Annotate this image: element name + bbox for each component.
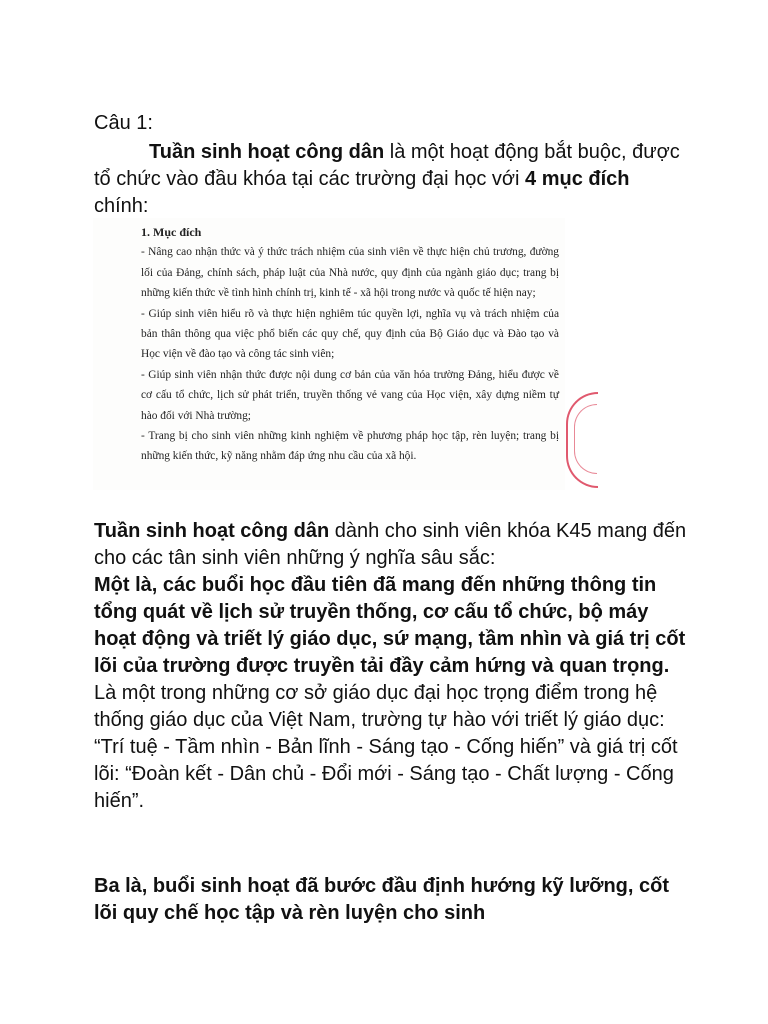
red-seal-stamp-inner (574, 404, 597, 474)
point-three-section (94, 873, 694, 927)
point-three-text: Ba là, buổi sinh hoạt đã bước đầu định hướng kỹ lưỡng, cốt lõi quy chế học tập và rèn luyện cho sinh (94, 875, 670, 924)
meaning-section (94, 518, 694, 815)
point-one (94, 572, 694, 680)
intro-text-1: là một hoạt động bắt buộc, được tổ chức vào đầu khóa tại các trường đại học với (94, 141, 680, 190)
scan-item-2: - Giúp sinh viên hiểu rõ và thực hiện nghiêm túc quyền lợi, nghĩa vụ và trách nhiệm của bản thân thông qua việc phổ biến các quy chế, quy định của Bộ Giáo dục và Đào tạo và Học viện về đào tạo và công tác sinh viên; (141, 307, 559, 361)
question-label: Câu 1: (94, 112, 153, 134)
intro-count: 4 mục đích (525, 168, 630, 190)
meaning-text: dành cho sinh viên khóa K45 mang đến cho các tân sinh viên những ý nghĩa sâu sắc: (94, 520, 687, 569)
scan-title: 1. Mục đích (141, 225, 202, 239)
scanned-excerpt (93, 218, 565, 490)
point-one-text: Một là, các buổi học đầu tiên đã mang đến những thông tin tổng quát về lịch sử truyền thống, cơ cấu tổ chức, bộ máy hoạt động và triết lý giáo dục, sứ mạng, tầm nhìn và giá trị cốt lõi của trường được truyền tải đầy cảm hứng và quan trọng. (94, 574, 686, 677)
meaning-intro (94, 518, 694, 572)
scan-item-3: - Giúp sinh viên nhận thức được nội dung cơ bản của văn hóa trường Đảng, hiểu được về cơ cấu tổ chức, lịch sử phát triển, truyền thống vẻ vang của Học viện, xây dựng niềm tự hào đối với Nhà trường; (141, 368, 559, 422)
scan-item-1: - Nâng cao nhận thức và ý thức trách nhiệm của sinh viên về thực hiện chủ trương, đường lối của Đảng, chính sách, pháp luật của Nhà nước, quy định của ngành giáo dục; trang bị những kiến thức về tình hình chính trị, kinh tế - xã hội trong nước và quốc tế hiện nay; (141, 246, 559, 300)
meaning-term: Tuần sinh hoạt công dân (94, 520, 330, 542)
point-three (94, 873, 694, 927)
philosophy-paragraph: Là một trong những cơ sở giáo dục đại học trọng điểm trong hệ thống giáo dục của Việt Nam, trường tự hào với triết lý giáo dục: “Trí tuệ - Tầm nhìn - Bản lĩnh - Sáng tạo - Cống hiến” và giá trị cốt lõi: “Đoàn kết - Dân chủ - Đổi mới - Sáng tạo - Chất lượng - Cống hiến”. (94, 682, 678, 812)
intro-paragraph (94, 139, 684, 220)
scan-item-4: - Trang bị cho sinh viên những kinh nghiệm về phương pháp học tập, rèn luyện; trang bị những kiến thức, kỹ năng nhằm đáp ứng nhu cầu của xã hội. (141, 430, 559, 463)
intro-text-2: chính: (94, 195, 149, 217)
document-intro (94, 110, 684, 220)
intro-term: Tuần sinh hoạt công dân (149, 141, 385, 163)
